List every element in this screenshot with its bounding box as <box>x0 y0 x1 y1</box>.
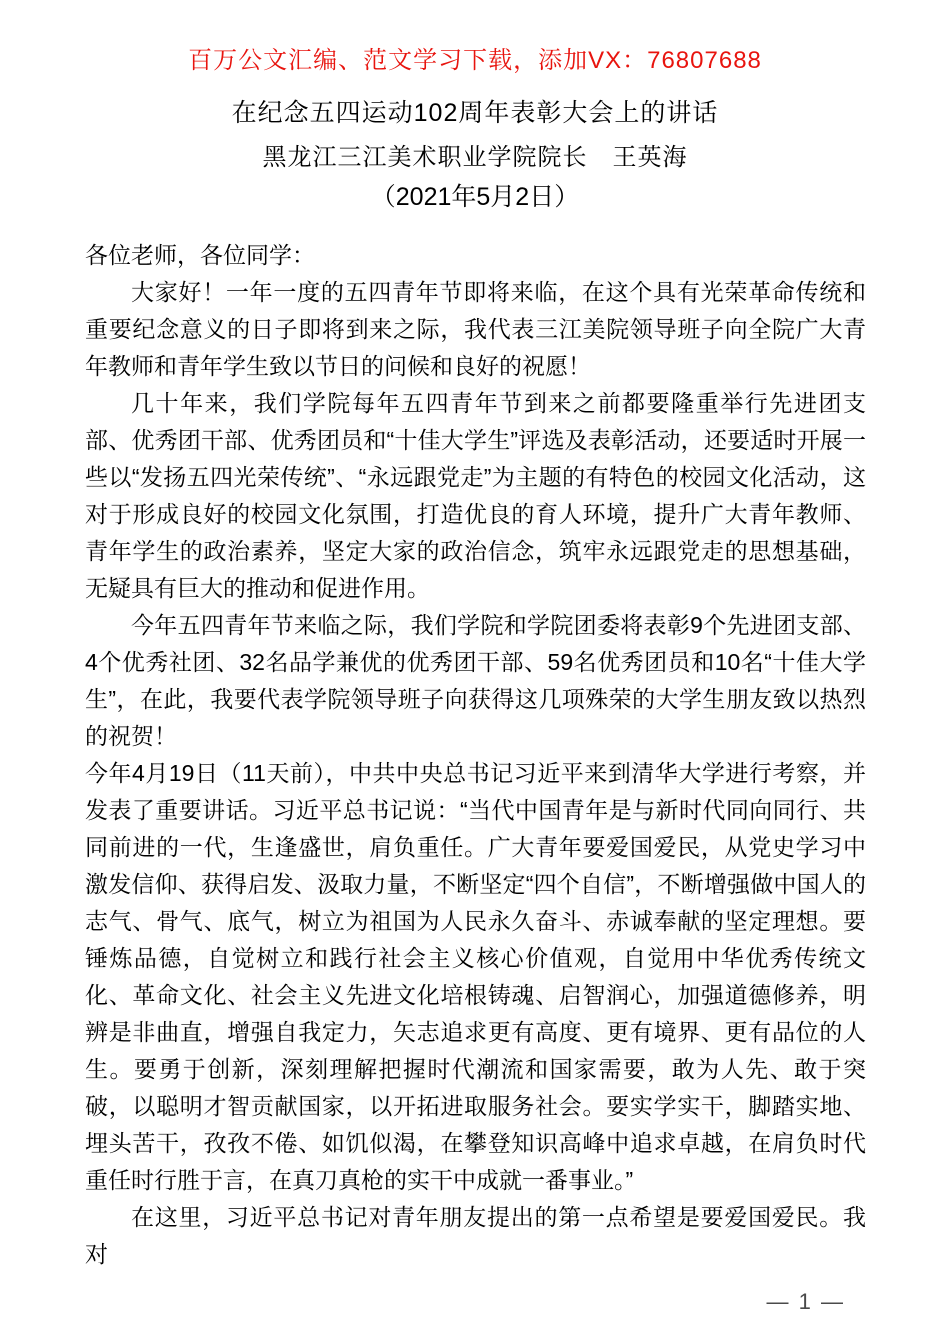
document-title: 在纪念五四运动102周年表彰大会上的讲话 <box>231 99 719 127</box>
date-line: （2021年5月2日） <box>370 183 580 211</box>
paragraph-3: 今年五四青年节来临之际，我们学院和学院团委将表彰9个先进团支部、4个优秀社团、32名品学兼优的优秀团干部、59名优秀团员和10名“十佳大学生”，在此，我要代表学院领导班子向获得这几项殊荣的大学生朋友致以热烈的祝贺！ <box>85 612 866 749</box>
greeting-line: 各位老师，各位同学： <box>85 242 315 268</box>
page-number: — 1 — <box>766 1289 845 1314</box>
paragraph-1: 大家好！一年一度的五四青年节即将来临，在这个具有光荣革命传统和重要纪念意义的日子即将到来之际，我代表三江美院领导班子向全院广大青年教师和青年学生致以节日的问候和良好的祝愿！ <box>85 279 866 379</box>
paragraph-4: 今年4月19日（11天前），中共中央总书记习近平来到清华大学进行考察，并发表了重要讲话。习近平总书记说：“当代中国青年是与新时代同向同行、共同前进的一代，生逢盛世，肩负重任。广大青年要爱国爱民，从党史学习中激发信仰、获得启发、汲取力量，不断坚定“四个自信”，不断增强做中国人的志气、骨气、底气，树立为祖国为人民永久奋斗、赤诚奉献的坚定理想。要锤炼品德，自觉树立和践行社会主义核心价值观，自觉用中华优秀传统文化、革命文化、社会主义先进文化培根铸魂、启智润心，加强道德修养，明辨是非曲直，增强自我定力，矢志追求更有高度、更有境界、更有品位的人生。要勇于创新，深刻理解把握时代潮流和国家需要，敢为人先、敢于突破，以聪明才智贡献国家，以开拓进取服务社会。要实学实干，脚踏实地、埋头苦干，孜孜不倦、如饥似渴，在攀登知识高峰中追求卓越，在肩负时代重任时行胜于言，在真刀真枪的实干中成就一番事业。” <box>85 760 866 1193</box>
paragraph-5: 在这里，习近平总书记对青年朋友提出的第一点希望是要爱国爱民。我对 <box>85 1204 866 1267</box>
author-line: 黑龙江三江美术职业学院院长 王英海 <box>262 144 688 171</box>
paragraph-2: 几十年来，我们学院每年五四青年节到来之前都要隆重举行先进团支部、优秀团干部、优秀团员和“十佳大学生”评选及表彰活动，还要适时开展一些以“发扬五四光荣传统”、“永远跟党走”为主题的有特色的校园文化活动，这对于形成良好的校园文化氛围，打造优良的育人环境，提升广大青年教师、青年学生的政治素养，坚定大家的政治信念，筑牢永远跟党走的思想基础，无疑具有巨大的推动和促进作用。 <box>85 390 866 601</box>
document-body <box>85 237 866 1273</box>
watermark-ad-text: 百万公文汇编、范文学习下载，添加VX：76807688 <box>188 47 762 74</box>
